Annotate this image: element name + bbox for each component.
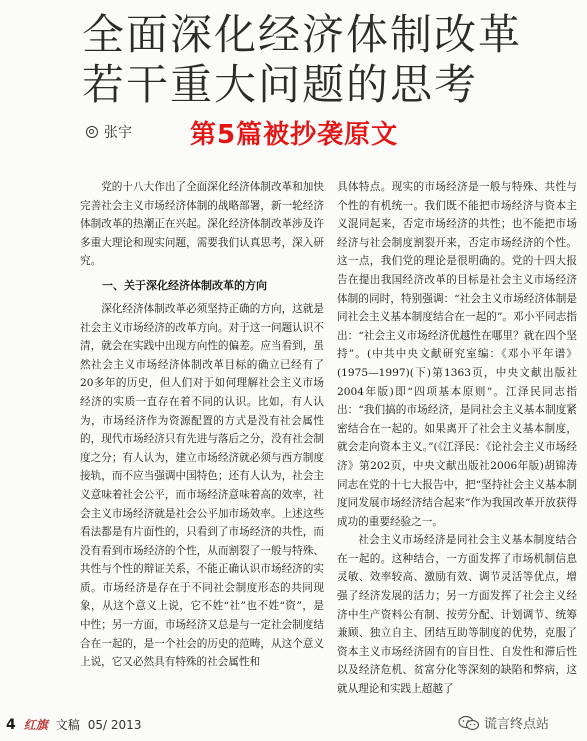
intro-paragraph: 党的十八大作出了全面深化经济体制改革和加快完善社会主义市场经济体制的战略部署，新一轮经济体制改革的热潮正在兴起。深化经济体制改革涉及许多重大理论和现实问题，需要我们认真思考，深入研究。 — [80, 181, 324, 268]
watermark — [458, 713, 549, 732]
magazine-logo: 红旗 — [23, 718, 48, 732]
watermark-text: 谎言终点站 — [484, 717, 550, 732]
plagiarism-stamp: 第5篇被抄袭原文 — [190, 120, 399, 150]
author-byline — [86, 122, 132, 142]
issue-number: 05/ 2013 — [87, 718, 142, 732]
body-paragraph: 社会主义市场经济是同社会主义基本制度结合在一起的。这种结合，一方面发挥了市场机制信息灵敏、效率较高、激励有效、调节灵活等优点，增强了经济发展的活力；另一方面发挥了社会主义经济中生产资料公有制、按劳分配、计划调节、统筹兼顾、独立自主、团结互助等制度的优势，克服了资本主义市场经济固有的盲目性、自发性和滞后性以及经济危机、贫富分化等深刻的缺陷和弊病，这就从理论和实践上超越了 — [337, 534, 577, 696]
right-column — [337, 178, 577, 713]
section-heading: 一、关于深化经济体制改革的方向 — [102, 278, 267, 292]
author-name: 张宇 — [104, 125, 132, 141]
magazine-suffix: 文稿 — [55, 718, 80, 732]
page-number: 4 — [6, 717, 16, 733]
left-column — [80, 178, 324, 713]
article-title — [82, 10, 522, 110]
title-line-2: 若干重大问题的思考 — [82, 60, 479, 109]
wechat-icon — [458, 715, 480, 731]
page-footer — [6, 716, 141, 733]
title-line-1: 全面深化经济体制改革 — [82, 10, 523, 59]
bullet-circle-icon — [86, 126, 98, 138]
body-paragraph: 深化经济体制改革必须坚持正确的方向，这就是社会主义市场经济的改革方向。对于这一问题认识不清，就会在实践中出现方向性的偏差。应当看到，虽然社会主义市场经济体制改革目标的确立已经有了20多年的历史，但人们对于如何理解社会主义市场经济的实质一直存在着不同的认识。比如，有人认为，市场经济作为资源配置的方式是没有社会属性的，现代市场经济只有先进与落后之分，没有社会制度之分；有人认为，建立市场经济就必须与西方制度接轨，而不应当强调中国特色；还有人认为，社会主义意味着社会公平，而市场经济意味着高的效率，社会主义市场经济就是社会公平加市场效率。上述这些看法都是有片面性的，只看到了市场经济的共性，而没有看到市场经济的个性，从而割裂了一般与特殊、共性与个性的辩证关系，不能正确认识市场经济的实质。市场经济是存在于不同社会制度形态的共同现象，从这个意义上说，它不姓“社”也不姓“资”，是中性；另一方面，市场经济又总是与一定社会制度结合在一起的，是一个社会的历史的范畴，从这个意义上说，它又必然具有特殊的社会属性和 — [80, 302, 324, 669]
body-paragraph-continued: 具体特点。现实的市场经济是一般与特殊、共性与个性的有机统一。我们既不能把市场经济与资本主义混同起来，否定市场经济的共性；也不能把市场经济与社会制度割裂开来，否定市场经济的个性。这一点，我们党的理论是很明确的。党的十四大报告在提出我国经济改革的目标是社会主义市场经济体制的同时，特别强调：“社会主义市场经济体制是同社会主义基本制度结合在一起的”。邓小平同志指出：“社会主义市场经济优越性在哪里？就在四个坚持”。(中共中央文献研究室编：《邓小平年谱》(1975—1997)(下)第1363页，中央文献出版社2004年版)即“四项基本原则”。江泽民同志指出：“我们搞的市场经济，是同社会主义基本制度紧密结合在一起的。如果离开了社会主义基本制度，就会走向资本主义。”(《江泽民：《论社会主义市场经济》第202页，中央文献出版社2006年版)胡锦涛同志在党的十七大报告中，把“坚持社会主义基本制度同发展市场经济结合起来”作为我国改革开放获得成功的重要经验之一。 — [337, 181, 577, 528]
